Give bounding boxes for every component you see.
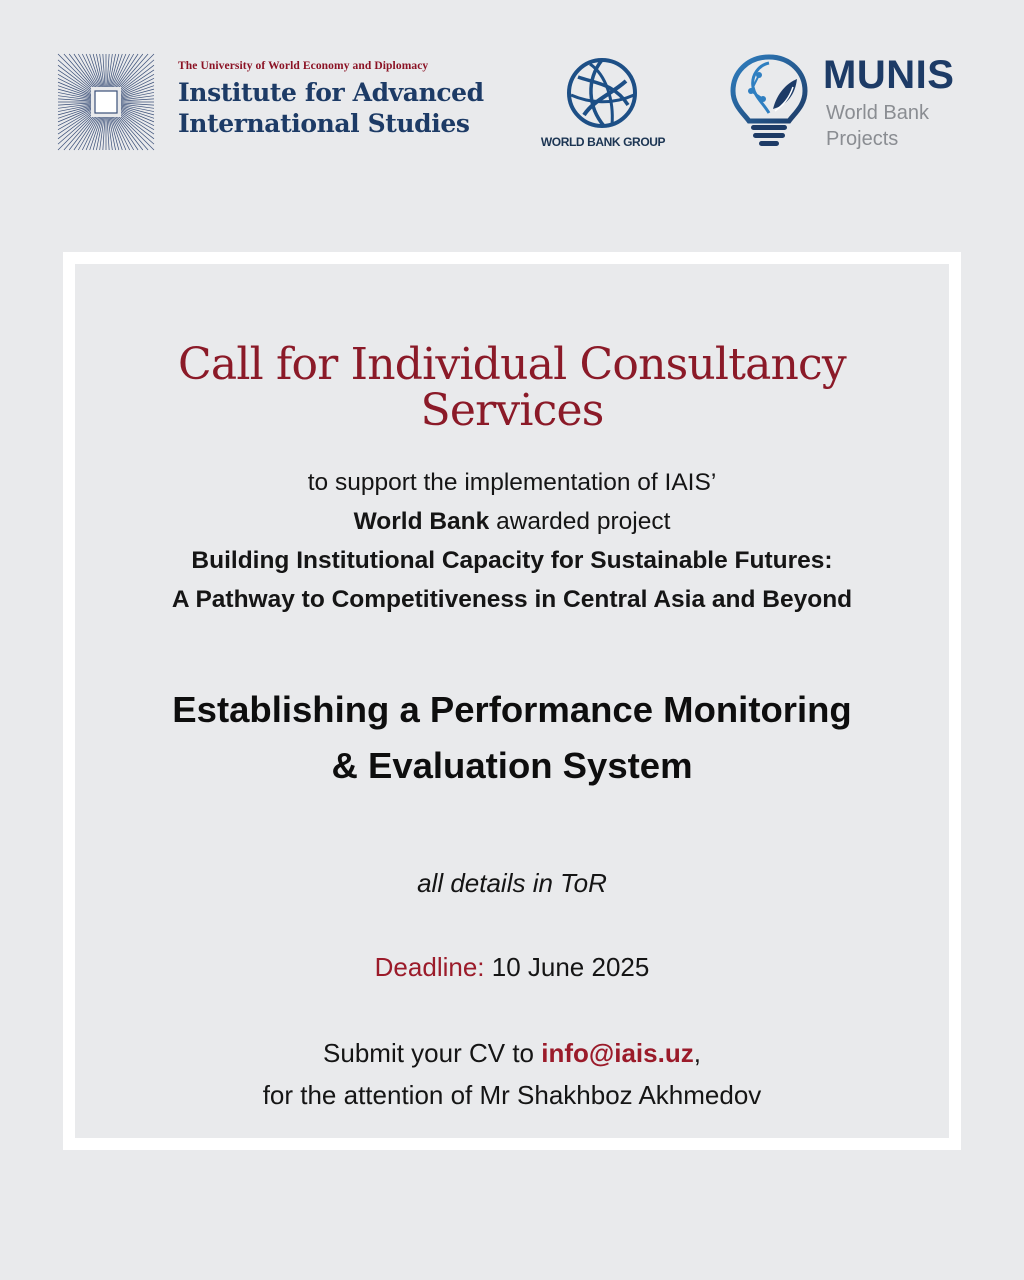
institute-name: Institute for Advanced International Studies: [178, 78, 484, 138]
email-link[interactable]: info@iais.uz: [541, 1038, 694, 1068]
project-title-line2: A Pathway to Competitiveness in Central Asia and Beyond: [171, 586, 853, 613]
submission-instructions: Submit your CV to info@iais.uz, for the attention of Mr Shakhboz Akhmedov: [75, 1032, 949, 1116]
munis-subtitle: World Bank Projects: [826, 102, 930, 150]
attention-line: for the attention of Mr Shakhboz Akhmedov: [262, 1080, 762, 1110]
world-bank-globe-icon: [564, 55, 640, 131]
iais-wordmark: [178, 60, 508, 139]
world-bank-label: WORLD BANK GROUP: [540, 135, 666, 149]
munis-title: MUNIS: [823, 53, 955, 97]
consultancy-topic: Establishing a Performance Monitoring & Evaluation System: [172, 689, 852, 786]
deadline-label: Deadline:: [374, 952, 485, 982]
munis-lightbulb-brain-icon: [729, 53, 809, 149]
header-logos: [0, 0, 1024, 200]
university-name: The University of World Economy and Diplomacy: [178, 60, 429, 72]
details-note: all details in ToR: [417, 868, 607, 898]
announcement-card: [63, 252, 961, 1150]
iais-logo-icon: [57, 53, 155, 151]
deadline-value: 10 June 2025: [484, 952, 650, 982]
announcement-title: Call for Individual Consultancy Services: [178, 339, 846, 436]
project-title-line1: Building Institutional Capacity for Sustainable Futures:: [191, 547, 833, 574]
project-intro: to support the implementation of IAIS’ World Bank awarded project Building Institutional Capacity for Sustainable Futures: A Pathway to Competitiveness in Central Asia and Beyond: [75, 463, 949, 619]
announcement-card-body: [75, 264, 949, 1138]
deadline: [75, 952, 949, 983]
